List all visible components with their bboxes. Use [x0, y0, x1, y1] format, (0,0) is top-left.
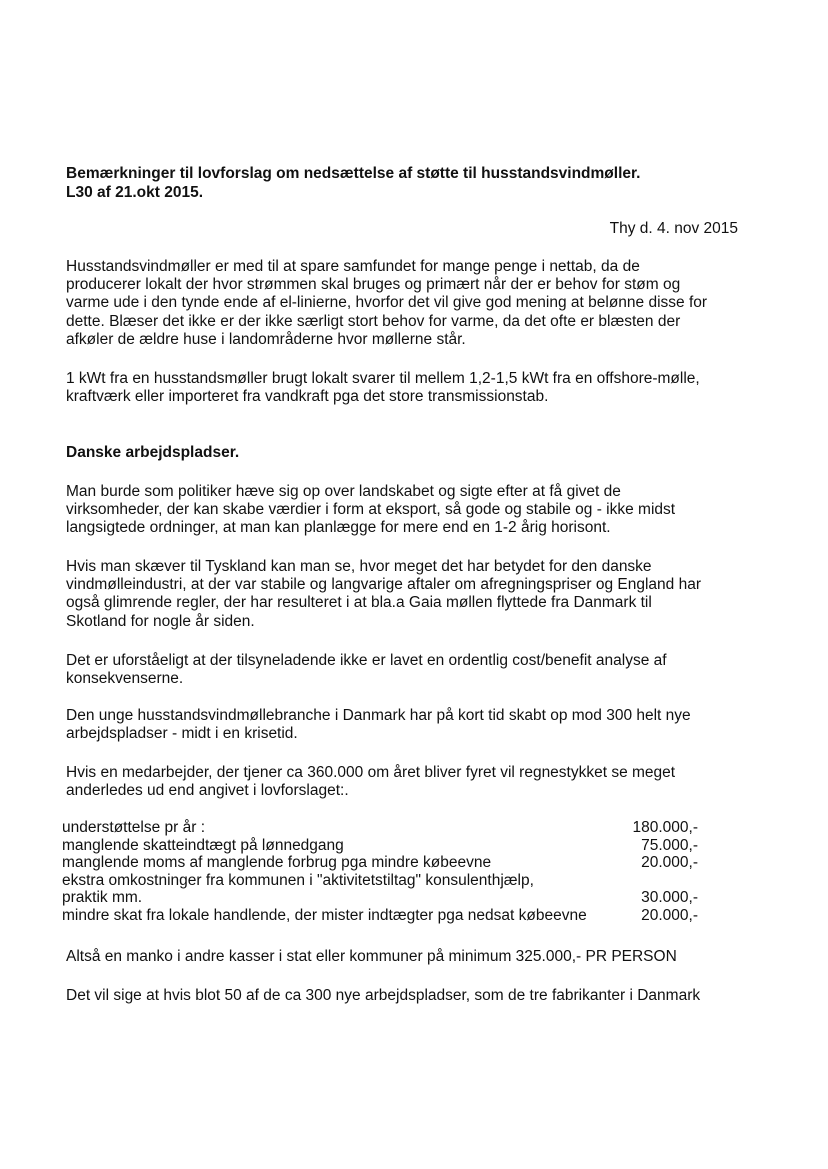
row-label: ekstra omkostninger fra kommunen i "aktivitetstiltag" konsulenthjælp, [62, 871, 534, 889]
summary-line [66, 948, 766, 966]
row-label: manglende moms af manglende forbrug pga mindre købeevne [62, 854, 492, 871]
paragraph-line: kraftværk eller importeret fra vandkraft pga det store transmissionstab. [66, 388, 549, 406]
document-date: Thy d. 4. nov 2015 [609, 220, 738, 237]
paragraph-line: konsekvenserne. [66, 670, 184, 688]
table-row [62, 837, 712, 855]
table-row [62, 854, 712, 872]
paragraph-kwt [66, 370, 766, 406]
paragraph-line: Hvis man skæver til Tyskland kan man se, hvor meget det har betydet for den danske [66, 558, 652, 575]
paragraph-line: arbejdspladser - midt i en krisetid. [66, 725, 298, 743]
row-amount: 20.000,- [641, 854, 698, 871]
paragraph-line: Husstandsvindmøller er med til at spare samfundet for mange penge i nettab, da de [66, 258, 640, 275]
cost-table [62, 819, 712, 924]
table-row [62, 907, 712, 925]
table-row [62, 819, 712, 837]
section-heading: Danske arbejdspladser. [66, 444, 240, 461]
paragraph-line: Man burde som politiker hæve sig op over landskabet og sigte efter at få givet de [66, 483, 621, 500]
paragraph-branche [66, 707, 766, 743]
row-label: understøttelse pr år : [62, 819, 206, 836]
paragraph-line: afkøler de ældre huse i landområderne hvor møllerne står. [66, 330, 466, 348]
paragraph-line: også glimrende regler, der har resulteret i at bla.a Gaia møllen flyttede fra Danmark til [66, 594, 652, 612]
paragraph-line: langsigtede ordninger, at man kan planlægge for mere end en 1-2 årig horisont. [66, 519, 611, 537]
closing-line [66, 987, 766, 1005]
row-amount: 180.000,- [632, 819, 698, 836]
title-line-1: Bemærkninger til lovforslag om nedsættelse af støtte til husstandsvindmøller. [66, 165, 641, 182]
document-title [66, 164, 766, 202]
paragraph-intro [66, 258, 766, 349]
paragraph-line: Den unge husstandsvindmøllebranche i Danmark har på kort tid skabt op mod 300 helt nye [66, 707, 691, 724]
paragraph-line: producerer lokalt der hvor strømmen skal bruges og primært når der er behov for støm og [66, 276, 681, 294]
paragraph-line: vindmølleindustri, at der var stabile og langvarige aftaler om afregningspriser og England har [66, 576, 701, 594]
row-amount: 75.000,- [641, 836, 698, 854]
paragraph-line: anderledes ud end angivet i lovforslaget:. [66, 782, 349, 800]
paragraph-line: virksomheder, der kan skabe værdier i form at eksport, så gode og stabile og - ikke midst [66, 501, 676, 519]
paragraph-line: Skotland for nogle år siden. [66, 612, 255, 630]
row-amount: 20.000,- [641, 906, 698, 924]
title-line-2: L30 af 21.okt 2015. [66, 184, 203, 201]
paragraph-politiker [66, 483, 766, 538]
paragraph-line: Det er uforståeligt at der tilsyneladende ikke er lavet en ordentlig cost/benefit analyse af [66, 652, 667, 669]
paragraph-tyskland [66, 558, 766, 631]
table-row [62, 889, 712, 907]
row-label: manglende skatteindtægt på lønnedgang [62, 836, 344, 854]
paragraph-line: Det vil sige at hvis blot 50 af de ca 300 nye arbejdspladser, som de tre fabrikanter i Danmark [66, 987, 701, 1004]
paragraph-line: Altså en manko i andre kasser i stat eller kommuner på minimum 325.000,- PR PERSON [66, 948, 677, 965]
paragraph-cost-benefit [66, 652, 766, 688]
paragraph-line: dette. Blæser det ikke er der ikke særligt stort behov for varme, da det ofte er blæsten der [66, 312, 681, 330]
paragraph-line: Hvis en medarbejder, der tjener ca 360.000 om året bliver fyret vil regnestykket se meget [66, 764, 676, 781]
row-label: praktik mm. [62, 889, 143, 906]
table-row [62, 872, 712, 890]
paragraph-line: varme ude i den tynde ende af el-linierne, hvorfor det vil give god mening at belønne disse for [66, 294, 708, 312]
row-label: mindre skat fra lokale handlende, der mister indtægter pga nedsat købeevne [62, 906, 587, 924]
row-amount: 30.000,- [641, 889, 698, 906]
paragraph-line: 1 kWt fra en husstandsmøller brugt lokalt svarer til mellem 1,2-1,5 kWt fra en offshore-mølle, [66, 370, 700, 387]
paragraph-medarbejder [66, 764, 766, 800]
